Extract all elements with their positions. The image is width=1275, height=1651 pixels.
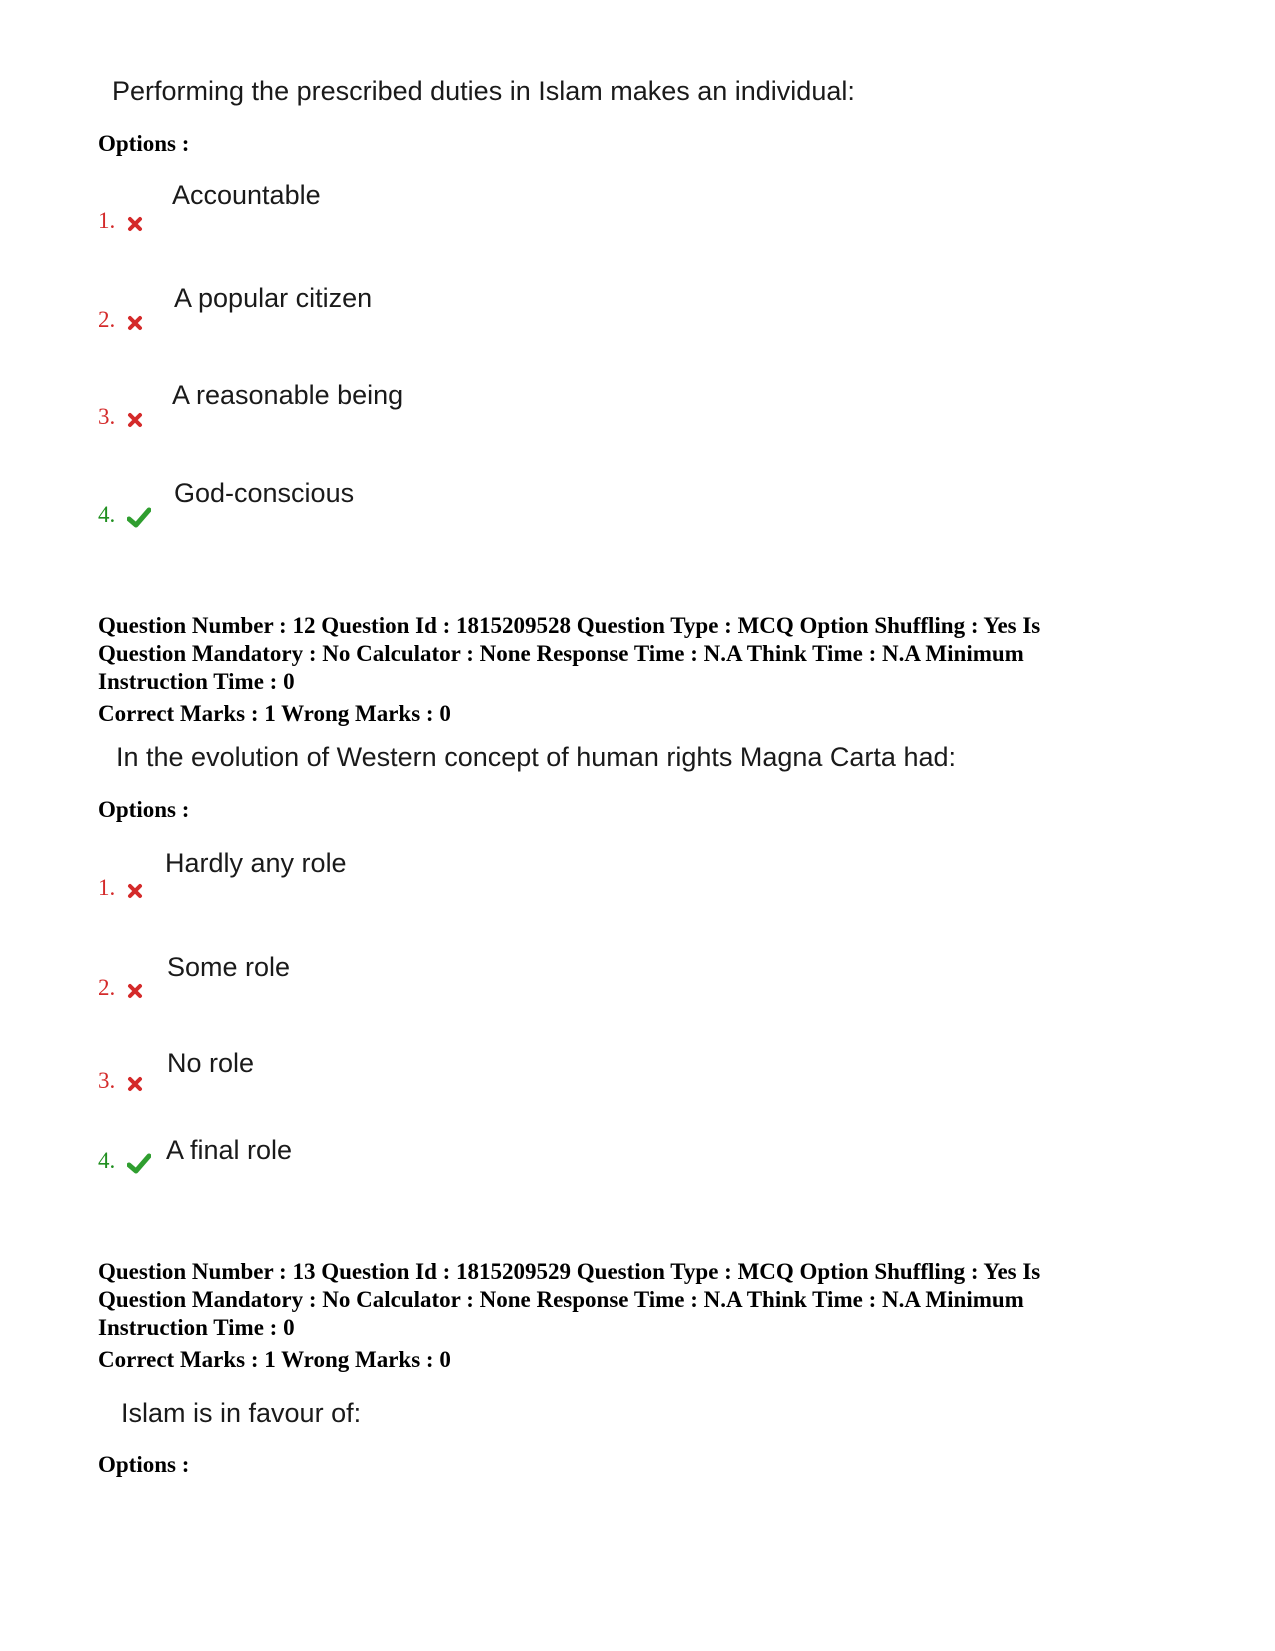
option-marker-11-3 xyxy=(98,404,143,430)
question-meta-line: Question Number : 12 Question Id : 1815209528 Question Type : MCQ Option Shuffling : Yes Is xyxy=(98,613,1041,638)
check-icon xyxy=(127,1153,151,1175)
option-text-11-2: A popular citizen xyxy=(174,283,373,313)
option-number: 4. xyxy=(98,1148,116,1173)
option-number: 3. xyxy=(98,1068,116,1093)
option-text-11-4: God-conscious xyxy=(174,478,355,508)
option-marker-12-1 xyxy=(98,875,143,901)
option-marker-11-4 xyxy=(98,502,151,529)
cross-icon xyxy=(127,983,143,999)
question-meta-12 xyxy=(98,612,1040,696)
question-meta-line: Instruction Time : 0 xyxy=(98,1315,295,1340)
option-text-12-2: Some role xyxy=(167,952,291,982)
question-marks-12: Correct Marks : 1 Wrong Marks : 0 xyxy=(98,701,451,726)
option-marker-12-4 xyxy=(98,1148,151,1175)
option-number: 1. xyxy=(98,875,116,900)
option-marker-11-2 xyxy=(98,307,143,333)
question-text-11: Performing the prescribed duties in Islam makes an individual: xyxy=(112,76,855,106)
option-text-11-3: A reasonable being xyxy=(172,380,404,410)
option-text-11-1: Accountable xyxy=(172,180,321,210)
option-marker-11-1 xyxy=(98,208,143,234)
option-marker-12-3 xyxy=(98,1068,143,1094)
option-number: 2. xyxy=(98,307,116,332)
question-meta-line: Question Mandatory : No Calculator : None Response Time : N.A Think Time : N.A Minimum xyxy=(98,1287,1024,1312)
cross-icon xyxy=(127,883,143,899)
question-meta-line: Question Mandatory : No Calculator : None Response Time : N.A Think Time : N.A Minimum xyxy=(98,641,1024,666)
options-heading-13: Options : xyxy=(98,1452,190,1477)
question-marks-13: Correct Marks : 1 Wrong Marks : 0 xyxy=(98,1347,451,1372)
option-number: 1. xyxy=(98,208,116,233)
cross-icon xyxy=(127,216,143,232)
option-number: 3. xyxy=(98,404,116,429)
options-heading-11: Options : xyxy=(98,131,190,156)
cross-icon xyxy=(127,1076,143,1092)
option-marker-12-2 xyxy=(98,975,143,1001)
question-text-13: Islam is in favour of: xyxy=(121,1398,362,1428)
option-text-12-1: Hardly any role xyxy=(165,848,347,878)
check-icon xyxy=(127,507,151,529)
cross-icon xyxy=(127,315,143,331)
cross-icon xyxy=(127,412,143,428)
options-heading-12: Options : xyxy=(98,797,190,822)
option-text-12-3: No role xyxy=(167,1048,255,1078)
option-number: 2. xyxy=(98,975,116,1000)
option-text-12-4: A final role xyxy=(166,1135,293,1165)
question-text-12: In the evolution of Western concept of human rights Magna Carta had: xyxy=(116,742,956,772)
question-meta-line: Instruction Time : 0 xyxy=(98,669,295,694)
question-meta-line: Question Number : 13 Question Id : 1815209529 Question Type : MCQ Option Shuffling : Yes Is xyxy=(98,1259,1041,1284)
question-meta-13 xyxy=(98,1258,1040,1342)
option-number: 4. xyxy=(98,502,116,527)
